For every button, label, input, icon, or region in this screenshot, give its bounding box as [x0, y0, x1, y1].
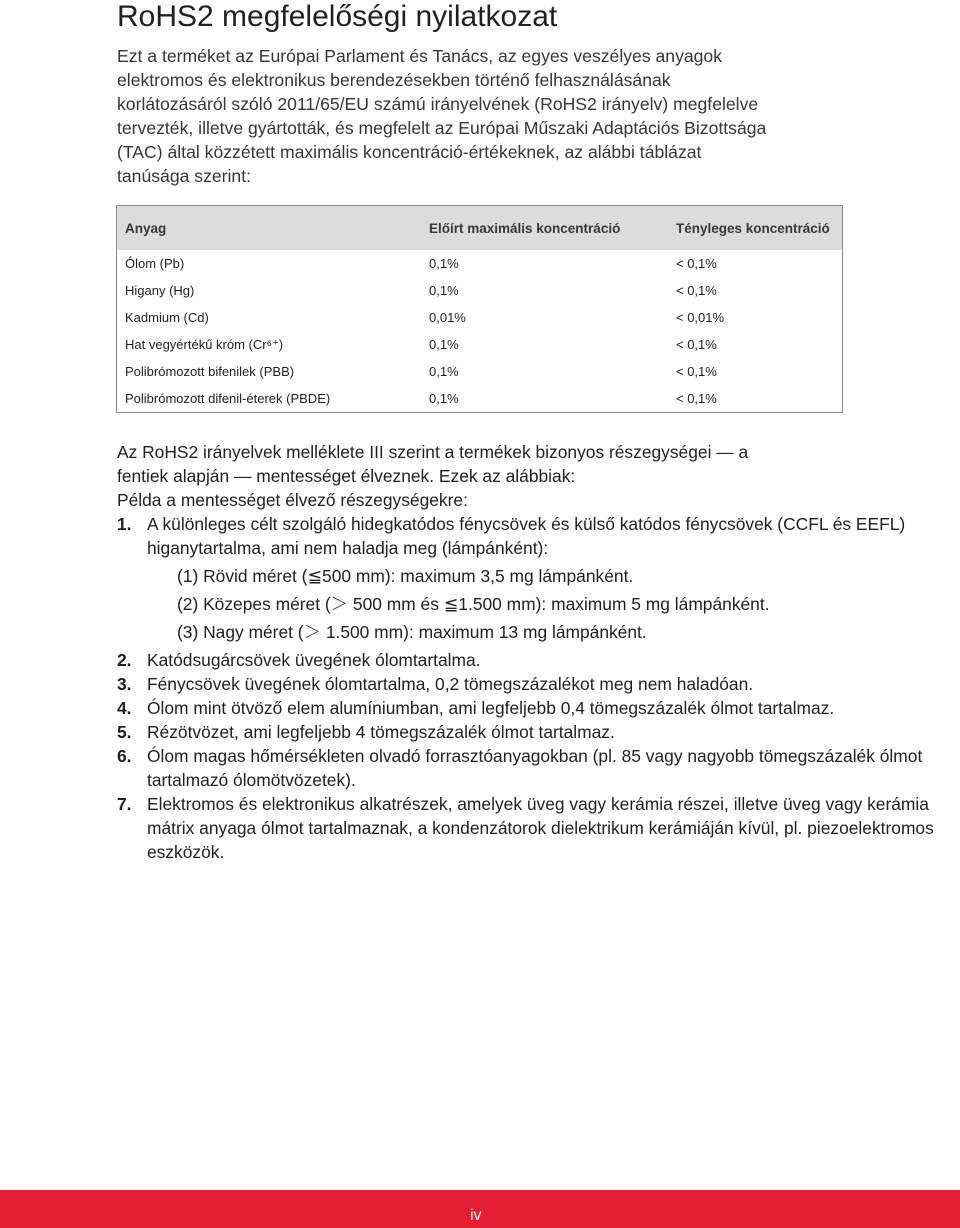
- exemption-list: [117, 512, 937, 864]
- cell-substance: Higany (Hg): [125, 283, 195, 298]
- cell-max: 0,1%: [429, 337, 459, 352]
- list-item-number: 6.: [117, 746, 132, 766]
- cell-actual: < 0,1%: [676, 391, 717, 406]
- table-row: [117, 277, 843, 304]
- header-max-concentration: Előírt maximális koncentráció: [421, 206, 668, 251]
- exemption-text-line: Példa a mentességet élvező részegységekre:: [117, 490, 468, 510]
- cell-substance: Kadmium (Cd): [125, 310, 209, 325]
- list-item-text: Elektromos és elektronikus alkatrészek, amelyek üveg vagy kerámia részei, illetve üveg vagy kerámia mátrix anyaga ólmot tartalmaznak, a kondenzátorok dielektrikum kerámiáján kívül, pl. piezoelektromos eszközök.: [147, 794, 934, 862]
- exemption-text-line: Az RoHS2 irányelvek melléklete III szerint a termékek bizonyos részegységei — a: [117, 442, 749, 462]
- list-item-text: Ólom magas hőmérsékleten olvadó forrasztóanyagokban (pl. 85 vagy nagyobb tömegszázalék ólmot tartalmazó ólomötvözetek).: [147, 746, 923, 790]
- table-row: [117, 358, 843, 385]
- list-item-text: A különleges célt szolgáló hidegkatódos fénycsövek és külső katódos fénycsövek (CCFL és EEFL) higanytartalma, ami nem haladja meg (lámpánként):: [147, 514, 906, 558]
- cell-substance: Polibrómozott bifenilek (PBB): [125, 364, 295, 379]
- intro-line: korlátozásáról szóló 2011/65/EU számú irányelvének (RoHS2 irányelv) megfelelve: [117, 94, 759, 114]
- cell-actual: < 0,1%: [676, 283, 717, 298]
- intro-line: (TAC) által közzétett maximális koncentráció-értékeknek, az alábbi táblázat: [117, 142, 702, 162]
- table-row: [117, 331, 843, 358]
- page-number: iv: [470, 1207, 482, 1224]
- sub-list-item: (1) Rövid méret (≦500 mm): maximum 3,5 mg lámpánként.: [177, 566, 634, 586]
- cell-actual: < 0,01%: [676, 310, 725, 325]
- cell-max: 0,1%: [429, 283, 459, 298]
- list-item-number: 5.: [117, 722, 132, 742]
- list-item-text: Rézötvözet, ami legfeljebb 4 tömegszázalék ólmot tartalmaz.: [147, 722, 615, 742]
- list-item: [117, 672, 937, 696]
- cell-actual: < 0,1%: [676, 364, 717, 379]
- header-substance: Anyag: [117, 206, 422, 251]
- cell-substance: Polibrómozott difenil-éterek (PBDE): [125, 391, 331, 406]
- cell-substance: Ólom (Pb): [125, 256, 185, 271]
- list-item-text: Fénycsövek üvegének ólomtartalma, 0,2 tömegszázalékot meg nem haladóan.: [147, 674, 754, 694]
- list-item: [117, 696, 937, 720]
- list-item-text: Katódsugárcsövek üvegének ólomtartalma.: [147, 650, 481, 670]
- cell-substance: Hat vegyértékű króm (Cr⁶⁺): [125, 336, 284, 352]
- intro-paragraph: [117, 44, 927, 188]
- list-item: [117, 648, 937, 672]
- header-actual-concentration: Tényleges koncentráció: [668, 206, 843, 251]
- substance-table: [116, 205, 843, 413]
- intro-line: tanúsága szerint:: [117, 166, 251, 186]
- intro-line: elektromos és elektronikus berendezésekben történő felhasználásának: [117, 70, 671, 90]
- exemption-text-line: fentiek alapján — mentességet élveznek. Ezek az alábbiak:: [117, 466, 576, 486]
- cell-actual: < 0,1%: [676, 337, 717, 352]
- sub-list-item: (2) Közepes méret (＞ 500 mm és ≦1.500 mm): maximum 5 mg lámpánként.: [177, 594, 770, 614]
- sub-list: [147, 562, 937, 646]
- list-item-number: 2.: [117, 650, 132, 670]
- intro-line: Ezt a terméket az Európai Parlament és Tanács, az egyes veszélyes anyagok: [117, 46, 723, 66]
- list-item: [117, 744, 937, 792]
- cell-max: 0,1%: [429, 256, 459, 271]
- cell-max: 0,1%: [429, 391, 459, 406]
- cell-max: 0,01%: [429, 310, 466, 325]
- table-header-row: [117, 206, 843, 251]
- list-item-number: 3.: [117, 674, 132, 694]
- list-item-number: 7.: [117, 794, 132, 814]
- page-title: RoHS2 megfelelőségi nyilatkozat: [117, 0, 558, 33]
- list-item-text: Ólom mint ötvöző elem alumíniumban, ami legfeljebb 0,4 tömegszázalék ólmot tartalmaz.: [147, 698, 835, 718]
- list-item: [117, 792, 937, 864]
- list-item-number: 1.: [117, 514, 132, 534]
- list-item-number: 4.: [117, 698, 132, 718]
- list-item: [117, 512, 937, 646]
- intro-line: tervezték, illetve gyártották, és megfelelt az Európai Műszaki Adaptációs Bizottsága: [117, 118, 767, 138]
- page-footer-bar: [0, 1190, 960, 1228]
- table-row: [117, 385, 843, 413]
- cell-max: 0,1%: [429, 364, 459, 379]
- table-row: [117, 304, 843, 331]
- list-item: [117, 720, 937, 744]
- exemptions-section: [117, 440, 937, 864]
- table-row: [117, 250, 843, 277]
- sub-list-item: (3) Nagy méret (＞ 1.500 mm): maximum 13 mg lámpánként.: [177, 622, 647, 642]
- cell-actual: < 0,1%: [676, 256, 717, 271]
